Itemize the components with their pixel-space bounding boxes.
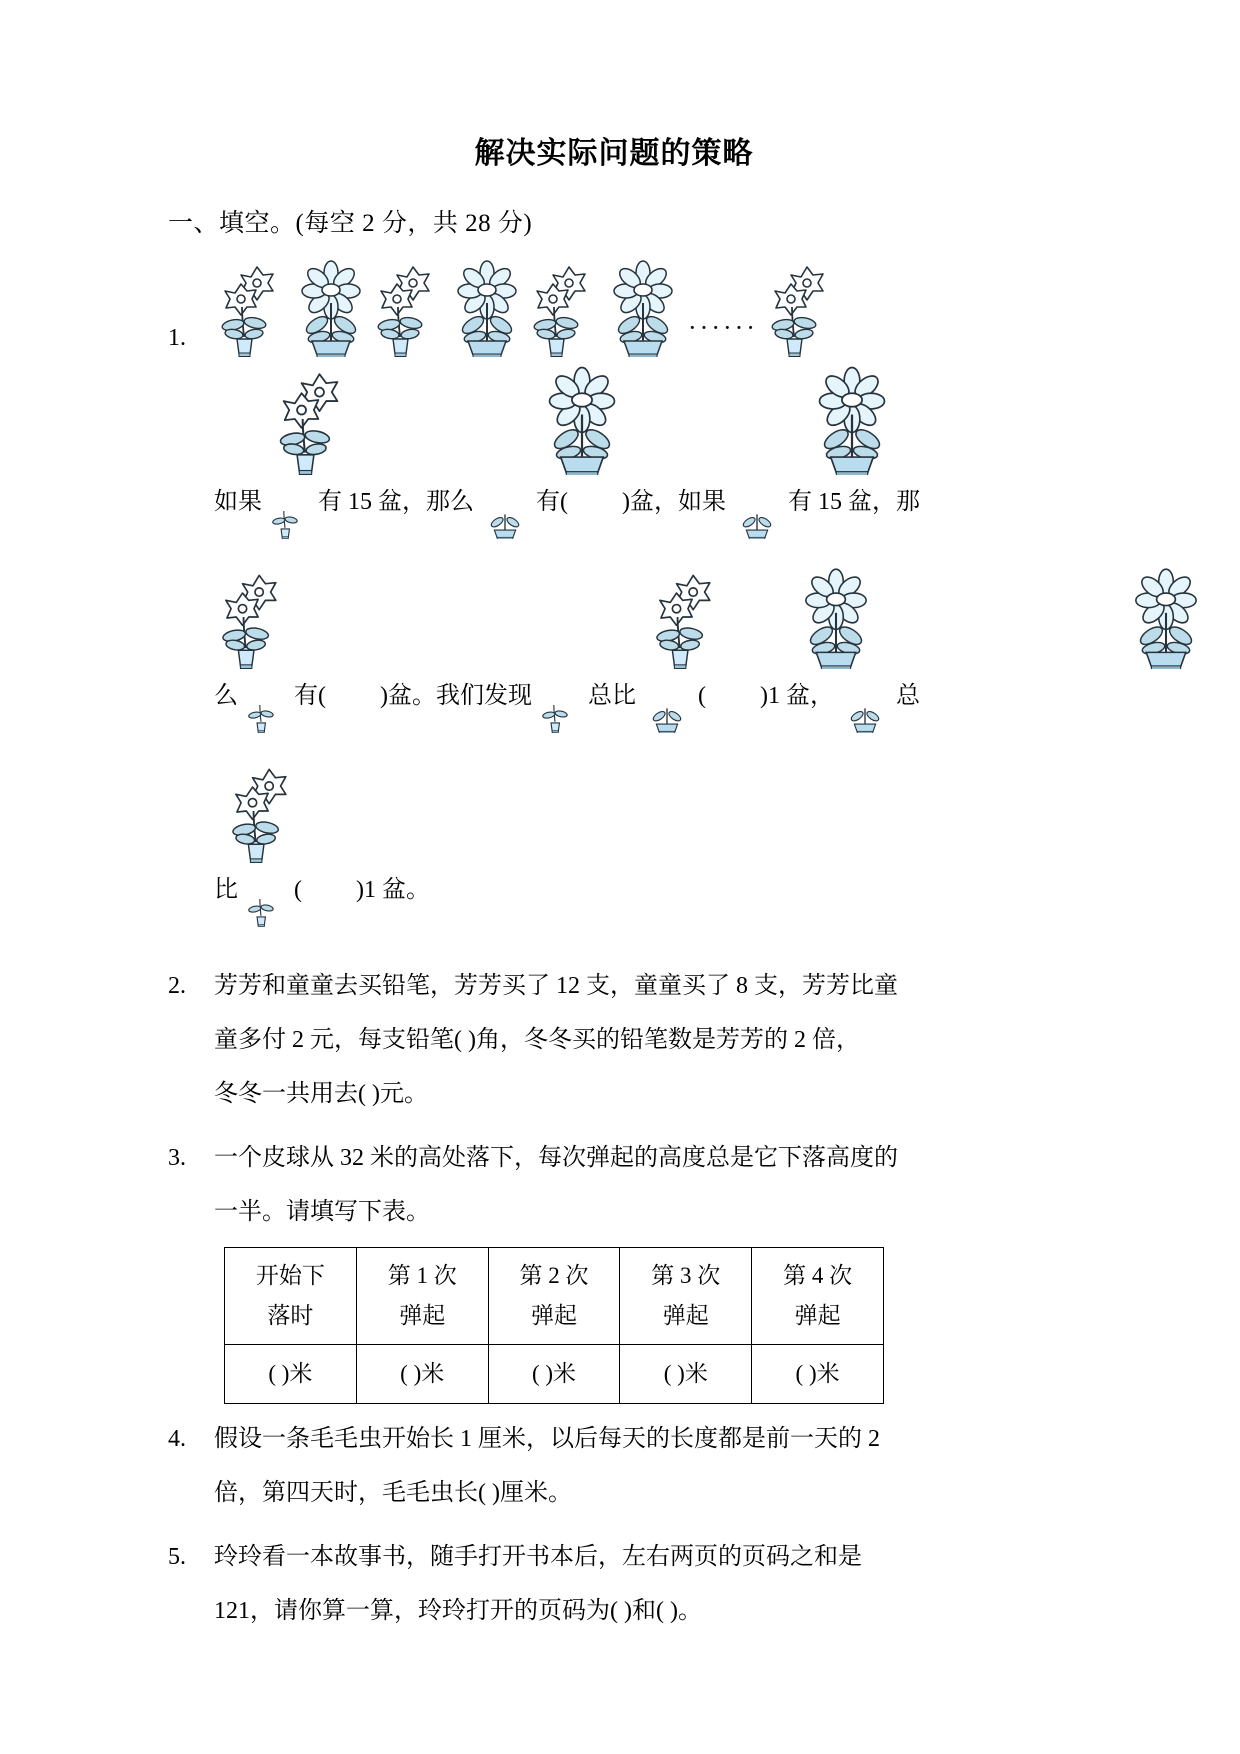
bounce-height-table [224,1247,884,1404]
table-header-cell-5 [752,1248,884,1345]
question-4 [168,1412,1060,1520]
daisy-flower-plant-icon [734,483,780,559]
star-flower-plant-icon [246,677,286,753]
daisy-flower-plant-icon [842,677,888,753]
daisy-flower-plant-icon [812,363,892,475]
table-header-cell-1 [225,1248,357,1345]
question-3-body [214,1131,1060,1239]
star-flower-plant-icon [278,363,352,475]
question-number-3: 3. [168,1145,186,1171]
header-line-1: 第 1 次 [387,1263,457,1288]
header-line-2: 弹起 [399,1303,446,1328]
pattern-cell-5 [526,257,604,357]
daisy-flower-plant-icon [452,257,522,357]
table-answer-cell-1[interactable]: ( )米 [225,1345,357,1404]
table-header-cell-2 [356,1248,488,1345]
question-number-1: 1. [168,325,186,351]
pattern-cell-7 [764,257,842,357]
star-flower-plant-icon [218,565,292,669]
q1-l2-d: 总比 [588,683,636,709]
daisy-flower-plant-icon [608,257,678,357]
table-header-cell-3 [488,1248,620,1345]
table-answer-cell-2[interactable]: ( )米 [356,1345,488,1404]
daisy-flower-plant-icon [644,677,690,753]
header-line-2: 弹起 [530,1303,577,1328]
star-flower-plant-icon [377,257,441,357]
q1-l1-c: 有( [536,489,568,515]
question-2-body [214,959,1060,1121]
question-5 [168,1530,1060,1638]
q1-plants-row-3 [228,759,1060,863]
q5-line-2: 121，请你算一算，玲玲打开的页码为( )和( )。 [214,1598,702,1624]
q1-l3-b: ( [294,877,302,903]
pattern-cell-1 [214,257,292,357]
daisy-flower-plant-icon [542,363,622,475]
q1-l2-b: 有( [294,683,326,709]
q1-l1-d: )盆，如果 [622,489,726,515]
star-flower-plant-icon [771,257,835,357]
star-flower-plant-icon [246,871,286,947]
q4-line-1: 假设一条毛毛虫开始长 1 厘米，以后每天的长度都是前一天的 2 [214,1426,880,1452]
q1-l2-e: ( [698,683,706,709]
star-flower-plant-icon [533,257,597,357]
q1-l2-c: )盆。我们发现 [380,683,532,709]
q3-line-2: 一半。请填写下表。 [214,1199,430,1225]
q1-l2-g: 总 [896,683,920,709]
table-value-row [225,1345,884,1404]
header-line-1: 第 3 次 [651,1263,721,1288]
question-3 [168,1131,1060,1239]
q1-l1-a: 如果 [214,489,262,515]
q2-line-2: 童多付 2 元，每支铅笔( )角，冬冬买的铅笔数是芳芳的 2 倍， [214,1027,860,1053]
question-number-4: 4. [168,1426,186,1452]
pattern-ellipsis: ······ [688,313,758,342]
table-answer-cell-3[interactable]: ( )米 [488,1345,620,1404]
pattern-cell-3 [370,257,448,357]
pattern-cell-2 [292,257,370,357]
q1-text-line-1 [214,475,1060,559]
daisy-flower-plant-icon [482,483,528,559]
star-flower-plant-icon [228,759,302,863]
table-answer-cell-5[interactable]: ( )米 [752,1345,884,1404]
question-number-2: 2. [168,973,186,999]
section-heading-fill-in-blanks: 一、填空。(每空 2 分，共 28 分) [168,210,533,237]
table-answer-cell-4[interactable]: ( )米 [620,1345,752,1404]
star-flower-plant-icon [540,677,580,753]
q1-plants-row-2 [218,565,1060,669]
q1-l2-f: )1 盆， [760,683,834,709]
q1-text-line-3 [214,863,1060,947]
question-5-body [214,1530,1060,1638]
q1-l3-c: )1 盆。 [356,877,430,903]
question-number-5: 5. [168,1544,186,1570]
q2-line-3: 冬冬一共用去( )元。 [214,1081,428,1107]
q1-l3-a: 比 [214,877,238,903]
header-line-2: 弹起 [794,1303,841,1328]
q1-pattern-strip [214,257,1060,357]
q1-l2-a: 么 [214,683,238,709]
question-2 [168,959,1060,1121]
q1-large-plants-row [278,363,1060,475]
q2-line-1: 芳芳和童童去买铅笔，芳芳买了 12 支，童童买了 8 支，芳芳比童 [214,973,898,999]
daisy-flower-plant-icon [796,565,876,669]
header-line-1: 开始下 [255,1263,325,1288]
question-4-body [214,1412,1060,1520]
star-flower-plant-icon [270,483,310,559]
page-title: 解决实际问题的策略 [474,136,754,171]
q1-l1-b: 有 15 盆，那么 [318,489,474,515]
daisy-flower-plant-icon [296,257,366,357]
q5-line-1: 玲玲看一本故事书，随手打开书本后，左右两页的页码之和是 [214,1544,862,1570]
table-header-row [225,1248,884,1345]
header-line-1: 第 2 次 [519,1263,589,1288]
header-line-2: 落时 [267,1303,314,1328]
header-line-2: 弹起 [662,1303,709,1328]
q1-l1-e: 有 15 盆，那 [788,489,920,515]
q3-line-1: 一个皮球从 32 米的高处落下，每次弹起的高度总是它下落高度的 [214,1145,898,1171]
daisy-flower-plant-icon [1126,565,1206,669]
star-flower-plant-icon [221,257,285,357]
q4-line-2: 倍，第四天时，毛毛虫长( )厘米。 [214,1480,572,1506]
star-flower-plant-icon [652,565,726,669]
pattern-cell-6 [604,257,682,357]
q1-text-line-2 [214,669,1060,753]
header-line-1: 第 4 次 [783,1263,853,1288]
pattern-cell-4 [448,257,526,357]
table-header-cell-4 [620,1248,752,1345]
